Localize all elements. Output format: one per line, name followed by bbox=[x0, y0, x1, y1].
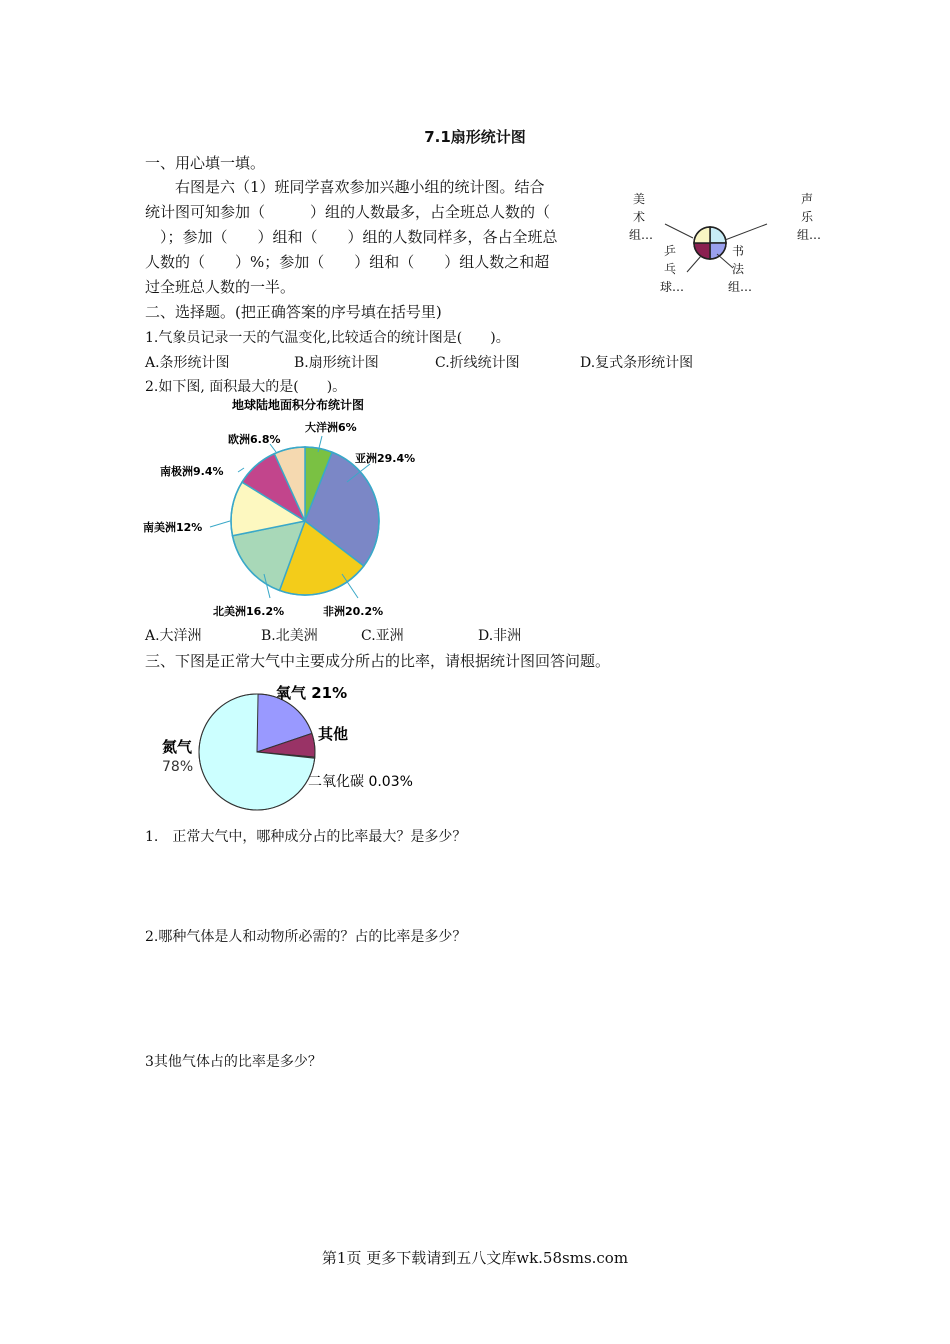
section-2-heading: 二、选择题。(把正确答案的序号填在括号里) bbox=[145, 303, 442, 321]
question-1: 1.气象员记录一天的气温变化,比较适合的统计图是( )。 bbox=[145, 330, 510, 346]
label-africa: 非洲20.2% bbox=[323, 605, 384, 618]
section-3-question-3: 3其他气体占的比率是多少？ bbox=[145, 1054, 322, 1070]
label-asia: 亚洲29.4% bbox=[355, 452, 416, 465]
q1-option-d: D.复式条形统计图 bbox=[580, 355, 694, 371]
interest-group-chart bbox=[625, 186, 825, 301]
continent-area-chart bbox=[140, 396, 440, 622]
pie-label-art: 美术组… bbox=[629, 192, 654, 242]
question-2: 2.如下图, 面积最大的是( )。 bbox=[145, 379, 347, 395]
label-co2: 二氧化碳 0.03% bbox=[308, 774, 413, 790]
q1-option-a: A.条形统计图 bbox=[145, 355, 230, 371]
q1-option-b: B.扇形统计图 bbox=[294, 355, 379, 371]
pie-label-vocal: 声乐组… bbox=[797, 192, 822, 242]
q2-option-a: A.大洋洲 bbox=[145, 628, 202, 644]
atmosphere-pie bbox=[150, 676, 440, 816]
page-footer: 第1页 更多下载请到五八文库wk.58sms.com bbox=[321, 1249, 629, 1267]
atmosphere-chart bbox=[150, 676, 440, 816]
pie-label-pingpong: 乒乓球… bbox=[660, 244, 685, 294]
pie-label-calligraphy: 书法组… bbox=[728, 244, 753, 294]
interest-group-pie bbox=[625, 186, 825, 301]
label-other: 其他 bbox=[318, 725, 349, 743]
section-3-question-2: 2.哪种气体是人和动物所必需的？占的比率是多少？ bbox=[145, 929, 467, 945]
paragraph-line: 过全班总人数的一半。 bbox=[145, 278, 296, 296]
paragraph-line: 右图是六（1）班同学喜欢参加兴趣小组的统计图。结合 bbox=[145, 178, 545, 196]
q1-option-c: C.折线统计图 bbox=[435, 355, 520, 371]
label-nitrogen: 氮气 bbox=[162, 738, 193, 756]
paragraph-line: 人数的（ ）%；参加（ ）组和（ ）组人数之和超 bbox=[145, 253, 550, 271]
label-europe: 欧洲6.8% bbox=[228, 433, 281, 446]
label-oxygen: 氧气 21% bbox=[276, 684, 348, 702]
paragraph-line: 统计图可知参加（ ）组的人数最多，占全班总人数的（ bbox=[145, 203, 551, 221]
section-1-paragraph bbox=[145, 176, 615, 301]
section-3-question-1: 1. 正常大气中，哪种成分占的比率最大？是多少？ bbox=[145, 829, 467, 845]
q2-option-d: D.非洲 bbox=[478, 628, 522, 644]
label-south-america: 南美洲12% bbox=[143, 521, 203, 534]
label-north-america: 北美洲16.2% bbox=[213, 605, 285, 618]
paragraph-line: ）；参加（ ）组和（ ）组的人数同样多，各占全班总 bbox=[145, 228, 558, 246]
page-title: 7.1扇形统计图 bbox=[424, 128, 526, 146]
continent-pie bbox=[140, 396, 440, 622]
section-3-heading: 三、下图是正常大气中主要成分所占的比率，请根据统计图回答问题。 bbox=[145, 652, 611, 670]
chart-title: 地球陆地面积分布统计图 bbox=[231, 398, 365, 412]
label-nitrogen-value: 78% bbox=[162, 759, 194, 775]
q2-option-b: B.北美洲 bbox=[261, 628, 318, 644]
q2-option-c: C.亚洲 bbox=[361, 628, 404, 644]
label-antarctica: 南极洲9.4% bbox=[160, 465, 224, 478]
section-1-heading: 一、用心填一填。 bbox=[145, 154, 266, 172]
label-oceania: 大洋洲6% bbox=[305, 421, 357, 434]
